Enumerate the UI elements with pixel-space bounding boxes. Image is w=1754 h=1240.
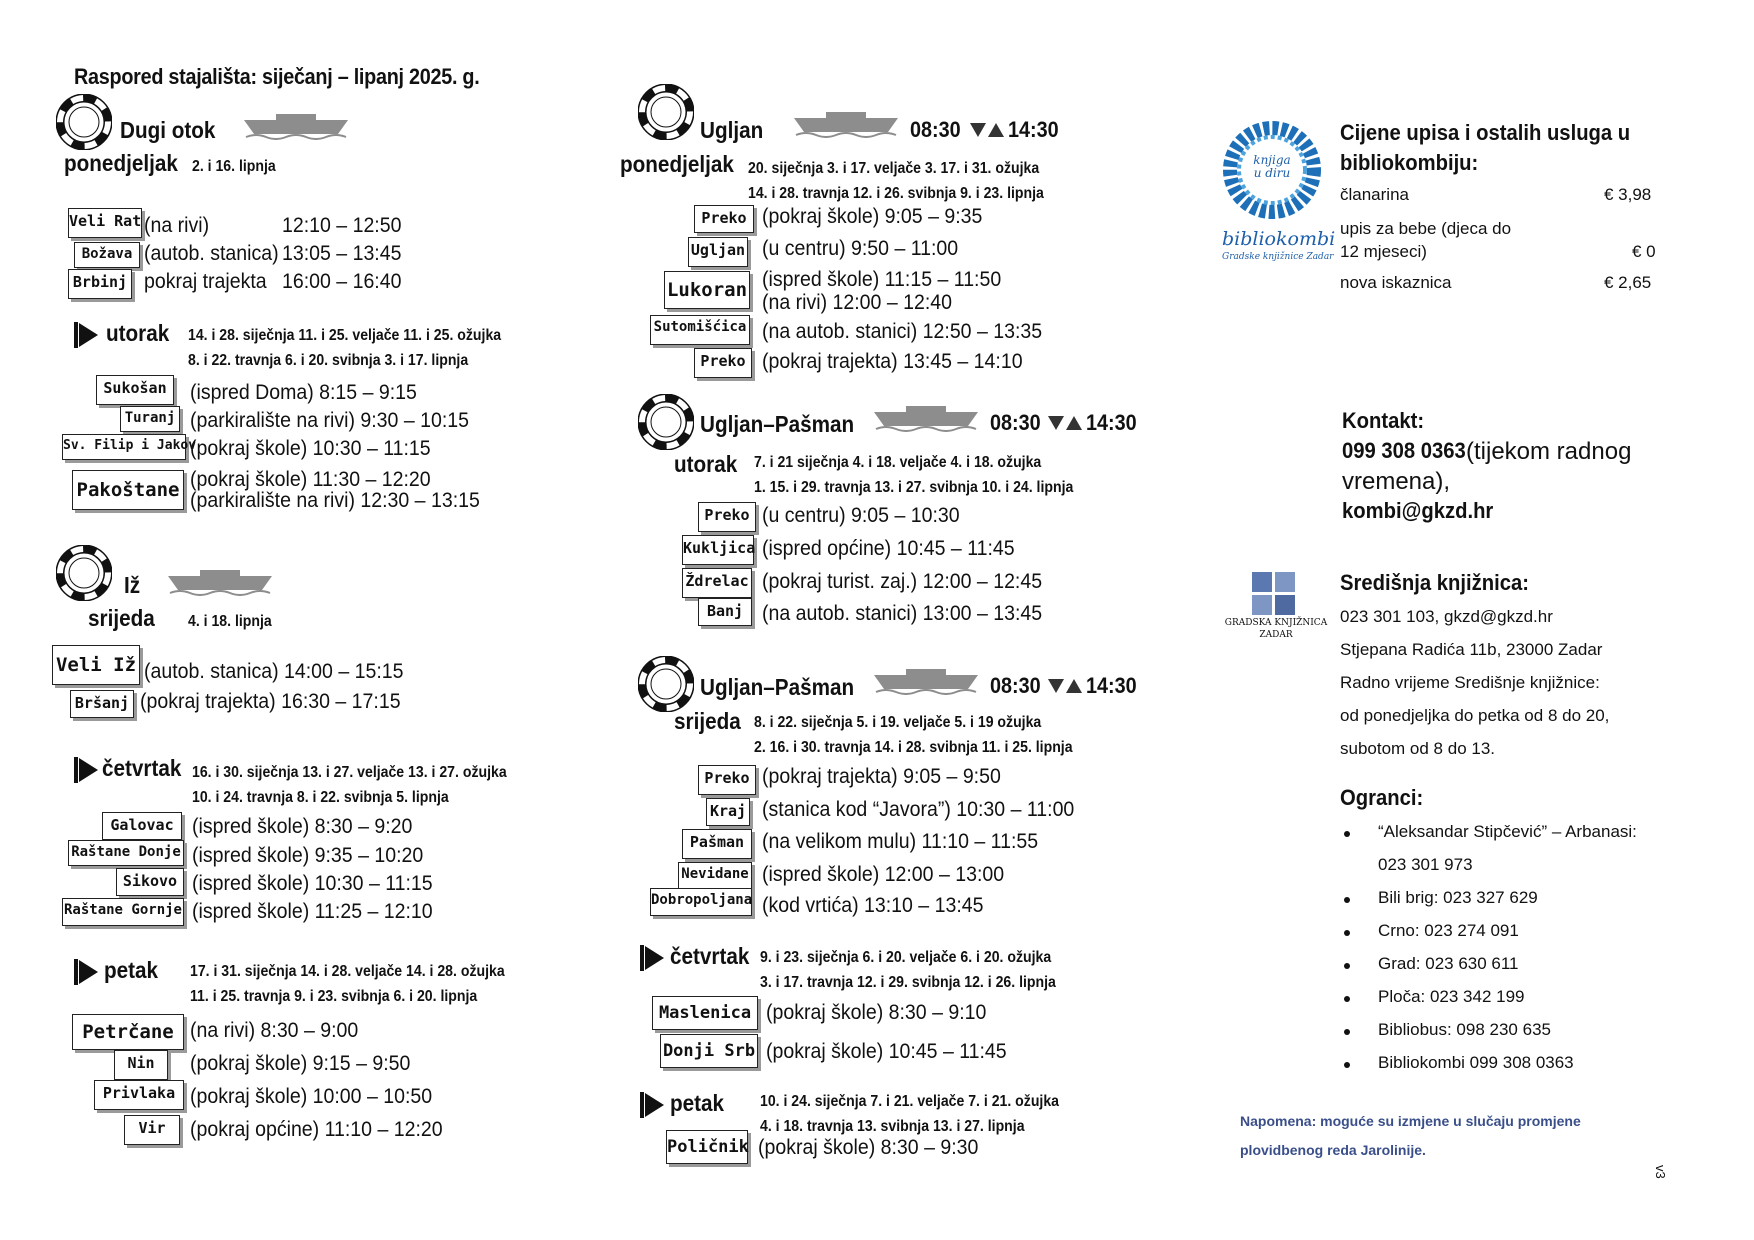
day-label: petak — [670, 1090, 725, 1116]
stop-sign: Božava — [74, 242, 140, 268]
logo-inner-text: knjiga u diru — [1253, 153, 1291, 180]
price-value: € 2,65 — [1604, 273, 1652, 292]
stop-location: (stanica kod “Javora”) 10:30 – 11:00 — [762, 798, 1075, 821]
island-dugi-otok: Dugi otok — [120, 117, 216, 143]
central-line: Radno vrijeme Središnje knjižnice: — [1340, 673, 1600, 692]
stop-location: (pokraj škole) 9:05 – 9:35 — [762, 205, 983, 228]
price-label: članarina — [1340, 185, 1409, 204]
play-icon — [640, 1092, 666, 1123]
bullet — [1344, 996, 1350, 1002]
dates: 14. i 28. siječnja 11. i 25. veljače 11. i 25. ožujka — [188, 327, 502, 344]
day-label: četvrtak — [670, 943, 750, 969]
dates: 17. i 31. siječnja 14. i 28. veljače 14. i 28. ožujka — [190, 963, 505, 980]
day-label: srijeda — [674, 708, 741, 734]
dates: 8. i 22. siječnja 5. i 19. veljače 5. i 19 ožujka — [754, 714, 1042, 731]
stop-sign: Nevidane — [678, 862, 752, 890]
central-line: 023 301 103, gkzd@gkzd.hr — [1340, 607, 1553, 626]
stop-location: (pokraj škole) 8:30 – 9:30 — [758, 1136, 979, 1159]
stop-location: (ispred škole) 11:15 – 11:50 — [762, 268, 1002, 291]
island-iz: Iž — [124, 572, 141, 598]
day-label: četvrtak — [102, 755, 182, 781]
stop-sign: Maslenica — [652, 996, 758, 1030]
note-line: plovidbenog reda Jarolinije. — [1240, 1142, 1426, 1158]
ferry-icon — [242, 112, 350, 145]
dates: 11. i 25. travnja 9. i 23. svibnja 6. i 20. lipnja — [190, 988, 478, 1005]
branch-item: Crno: 023 274 091 — [1378, 921, 1519, 940]
play-icon — [640, 945, 666, 976]
stop-sign: Veli Iž — [52, 645, 140, 685]
stop-location: (pokraj škole) 9:15 – 9:50 — [190, 1052, 411, 1075]
dates: 2. 16. i 30. travnja 14. i 28. svibnja 11. i 25. lipnja — [754, 739, 1073, 756]
stop-sign: Vir — [124, 1115, 180, 1145]
stop-sign: Preko — [694, 348, 752, 378]
dates: 10. i 24. siječnja 7. i 21. veljače 7. i 21. ožujka — [760, 1093, 1059, 1110]
route-ugljan-pasman: Ugljan–Pašman — [700, 674, 855, 700]
bullet — [1344, 897, 1350, 903]
price-value: € 0 — [1632, 242, 1656, 261]
ferry-depart: 08:30 — [910, 117, 961, 142]
day-label: srijeda — [88, 605, 155, 631]
day-label: utorak — [674, 451, 738, 477]
play-icon — [74, 757, 100, 788]
stop-location: (ispred škole) 8:30 – 9:20 — [192, 815, 413, 838]
stop-sign: Pakoštane — [72, 470, 184, 510]
stop-sign: Turanj — [120, 406, 180, 432]
central-line: subotom od 8 do 13. — [1340, 739, 1496, 758]
ferry-return: 14:30 — [1086, 673, 1137, 698]
branch-item: Ploča: 023 342 199 — [1378, 987, 1525, 1006]
ferry-return: 14:30 — [1008, 117, 1059, 142]
price-label: nova iskaznica — [1340, 273, 1452, 292]
stop-location: (pokraj općine) 11:10 – 12:20 — [190, 1118, 443, 1141]
play-icon — [74, 322, 100, 353]
ferry-icon — [792, 110, 900, 143]
bullet — [1344, 1062, 1350, 1068]
contact-note: (tijekom radnog — [1466, 438, 1632, 465]
dates: 10. i 24. travnja 8. i 22. svibnja 5. lipnja — [192, 789, 449, 806]
stop-sign: Ždrelac — [682, 568, 752, 598]
prices-heading: bibliokombiju: — [1340, 150, 1479, 175]
stop-location: (autob. stanica) — [144, 242, 279, 265]
library-logo — [638, 394, 694, 455]
branch-item: Bibliobus: 098 230 635 — [1378, 1020, 1551, 1039]
price-label: 12 mjeseci) — [1340, 242, 1427, 261]
stop-location: (u centru) 9:05 – 10:30 — [762, 504, 960, 527]
stop-location: (pokraj škole) 8:30 – 9:10 — [766, 1001, 987, 1024]
branch-item: Grad: 023 630 611 — [1378, 954, 1519, 973]
day-label: ponedjeljak — [620, 151, 734, 177]
contact-heading: Kontakt: — [1342, 408, 1425, 433]
version-label: v3 — [1653, 1165, 1668, 1179]
library-logo — [638, 84, 694, 145]
page-title: Raspored stajališta: siječanj – lipanj 2025. g. — [74, 64, 480, 89]
stop-location: (na rivi) — [144, 214, 210, 237]
stop-sign: Pašman — [682, 829, 752, 859]
stop-sign: Raštane Gornje — [62, 898, 184, 926]
stop-location: (na autob. stanici) 12:50 – 13:35 — [762, 320, 1043, 343]
day-label: ponedjeljak — [64, 150, 178, 176]
central-heading: Središnja knjižnica: — [1340, 570, 1529, 595]
stop-time: 12:10 – 12:50 — [282, 214, 402, 237]
stop-sign: Sikovo — [116, 868, 184, 896]
branch-item: Bili brig: 023 327 629 — [1378, 888, 1538, 907]
stop-location: (pokraj turist. zaj.) 12:00 – 12:45 — [762, 570, 1043, 593]
direction-arrows-icon — [970, 121, 1004, 139]
stop-location: (na velikom mulu) 11:10 – 11:55 — [762, 830, 1039, 853]
island-ugljan: Ugljan — [700, 117, 764, 143]
stop-location: (ispred škole) 9:35 – 10:20 — [192, 844, 424, 867]
dates: 2. i 16. lipnja — [192, 158, 276, 175]
stop-sign: Ugljan — [688, 237, 748, 267]
stop-sign: Nin — [114, 1050, 168, 1080]
stop-sign: Bršanj — [70, 690, 134, 718]
stop-sign: Galovac — [102, 812, 182, 840]
stop-location: (ispred Doma) 8:15 – 9:15 — [190, 381, 417, 404]
stop-location: (u centru) 9:50 – 11:00 — [762, 237, 959, 260]
ferry-icon — [872, 404, 980, 437]
ferry-return: 14:30 — [1086, 410, 1137, 435]
stop-sign: Preko — [698, 765, 756, 795]
stop-sign: Banj — [698, 598, 752, 626]
direction-arrows-icon — [1048, 414, 1082, 432]
stop-sign: Veli Rat — [68, 208, 142, 238]
stop-location: (parkiralište na rivi) 9:30 – 10:15 — [190, 409, 469, 432]
stop-location: (pokraj škole) 11:30 – 12:20 — [190, 468, 431, 491]
stop-location: (ispred škole) 12:00 – 13:00 — [762, 863, 1005, 886]
direction-arrows-icon — [1048, 677, 1082, 695]
dates: 9. i 23. siječnja 6. i 20. veljače 6. i 20. ožujka — [760, 949, 1052, 966]
dates: 14. i 28. travnja 12. i 26. svibnja 9. i 23. lipnja — [748, 185, 1044, 202]
central-line: od ponedjeljka do petka od 8 do 20, — [1340, 706, 1610, 725]
note-line: Napomena: moguće su izmjene u slučaju promjene — [1240, 1113, 1581, 1129]
ferry-depart: 08:30 — [990, 673, 1041, 698]
stop-sign: Preko — [698, 502, 756, 532]
gkzd-logo — [1252, 572, 1296, 621]
stop-sign: Kukljica — [682, 535, 754, 565]
stop-location: (na rivi) 8:30 – 9:00 — [190, 1019, 359, 1042]
branch-item: “Aleksandar Stipčević” – Arbanasi: — [1378, 822, 1637, 841]
price-value: € 3,98 — [1604, 185, 1652, 204]
stop-sign: Petrčane — [72, 1014, 184, 1050]
ferry-depart: 08:30 — [990, 410, 1041, 435]
stop-sign: Sukošan — [96, 375, 174, 405]
ferry-icon — [872, 667, 980, 700]
contact-phone: 099 308 0363 — [1342, 438, 1466, 463]
stop-sign: Privlaka — [94, 1080, 184, 1110]
stop-sign: Donji Srb — [660, 1034, 758, 1068]
dates: 20. siječnja 3. i 17. veljače 3. 17. i 31. ožujka — [748, 160, 1040, 177]
stop-location: (parkiralište na rivi) 12:30 – 13:15 — [190, 489, 480, 512]
stop-sign: Preko — [694, 205, 754, 233]
gkzd-logo-label: GRADSKA KNJIŽNICA — [1224, 618, 1328, 628]
play-icon — [74, 959, 100, 990]
library-logo — [56, 545, 112, 606]
bullet — [1344, 963, 1350, 969]
stop-location: pokraj trajekta — [144, 270, 267, 293]
day-label: petak — [104, 957, 159, 983]
bullet — [1344, 930, 1350, 936]
stop-time: 13:05 – 13:45 — [282, 242, 402, 265]
stop-location: (na autob. stanici) 13:00 – 13:45 — [762, 602, 1043, 625]
price-label: upis za bebe (djeca do — [1340, 219, 1512, 238]
stop-sign: Kraj — [706, 798, 750, 826]
stop-time: 16:00 – 16:40 — [282, 270, 402, 293]
stop-location: (pokraj škole) 10:30 – 11:15 — [190, 437, 431, 460]
stop-location: (pokraj trajekta) 13:45 – 14:10 — [762, 350, 1023, 373]
ferry-icon — [166, 568, 274, 601]
stop-sign: Dobropoljana — [650, 888, 752, 916]
contact-note: vremena), — [1342, 468, 1451, 495]
dates: 4. i 18. travnja 13. svibnja 13. i 27. lipnja — [760, 1118, 1025, 1135]
stop-location: (kod vrtića) 13:10 – 13:45 — [762, 894, 984, 917]
dates: 1. 15. i 29. travnja 13. i 27. svibnja 10. i 24. lipnja — [754, 479, 1074, 496]
stop-sign: Sv. Filip i Jakov — [62, 434, 186, 460]
dates: 16. i 30. siječnja 13. i 27. veljače 13. i 27. ožujka — [192, 764, 507, 781]
library-logo — [56, 94, 112, 155]
stop-location: (ispred općine) 10:45 – 11:45 — [762, 537, 1015, 560]
stop-sign: Raštane Donje — [68, 840, 184, 866]
central-line: Stjepana Radića 11b, 23000 Zadar — [1340, 640, 1603, 659]
dates: 8. i 22. travnja 6. i 20. svibnja 3. i 17. lipnja — [188, 352, 469, 369]
stop-sign: Brbinj — [68, 269, 132, 299]
stop-location: (autob. stanica) 14:00 – 15:15 — [144, 660, 404, 683]
stop-location: (pokraj trajekta) 16:30 – 17:15 — [140, 690, 401, 713]
day-label: utorak — [106, 320, 170, 346]
branches-heading: Ogranci: — [1340, 785, 1424, 810]
dates: 3. i 17. travnja 12. i 29. svibnja 12. i 26. lipnja — [760, 974, 1056, 991]
stop-location: (pokraj škole) 10:00 – 10:50 — [190, 1085, 433, 1108]
branch-item: Bibliokombi 099 308 0363 — [1378, 1053, 1574, 1072]
stop-sign: Poličnik — [666, 1130, 748, 1164]
bullet — [1344, 831, 1350, 837]
stop-location: (na rivi) 12:00 – 12:40 — [762, 291, 952, 314]
dates: 7. i 21 siječnja 4. i 18. veljače 4. i 18. ožujka — [754, 454, 1042, 471]
contact-email[interactable]: kombi@gkzd.hr — [1342, 498, 1494, 523]
brand-subtitle: Gradske knjižnice Zadar — [1222, 252, 1334, 262]
stop-location: (pokraj škole) 10:45 – 11:45 — [766, 1040, 1007, 1063]
brand-name: bibliokombi — [1222, 228, 1336, 250]
prices-heading: Cijene upisa i ostalih usluga u — [1340, 120, 1631, 145]
branch-item: 023 301 973 — [1378, 855, 1473, 874]
dates: 4. i 18. lipnja — [188, 613, 272, 630]
stop-location: (ispred škole) 10:30 – 11:15 — [192, 872, 433, 895]
stop-location: (pokraj trajekta) 9:05 – 9:50 — [762, 765, 1001, 788]
stop-sign: Lukoran — [664, 271, 750, 309]
stop-sign: Sutomišćica — [650, 315, 750, 345]
bullet — [1344, 1029, 1350, 1035]
route-ugljan-pasman: Ugljan–Pašman — [700, 411, 855, 437]
gkzd-logo-label: ZADAR — [1259, 630, 1293, 640]
stop-location: (ispred škole) 11:25 – 12:10 — [192, 900, 433, 923]
